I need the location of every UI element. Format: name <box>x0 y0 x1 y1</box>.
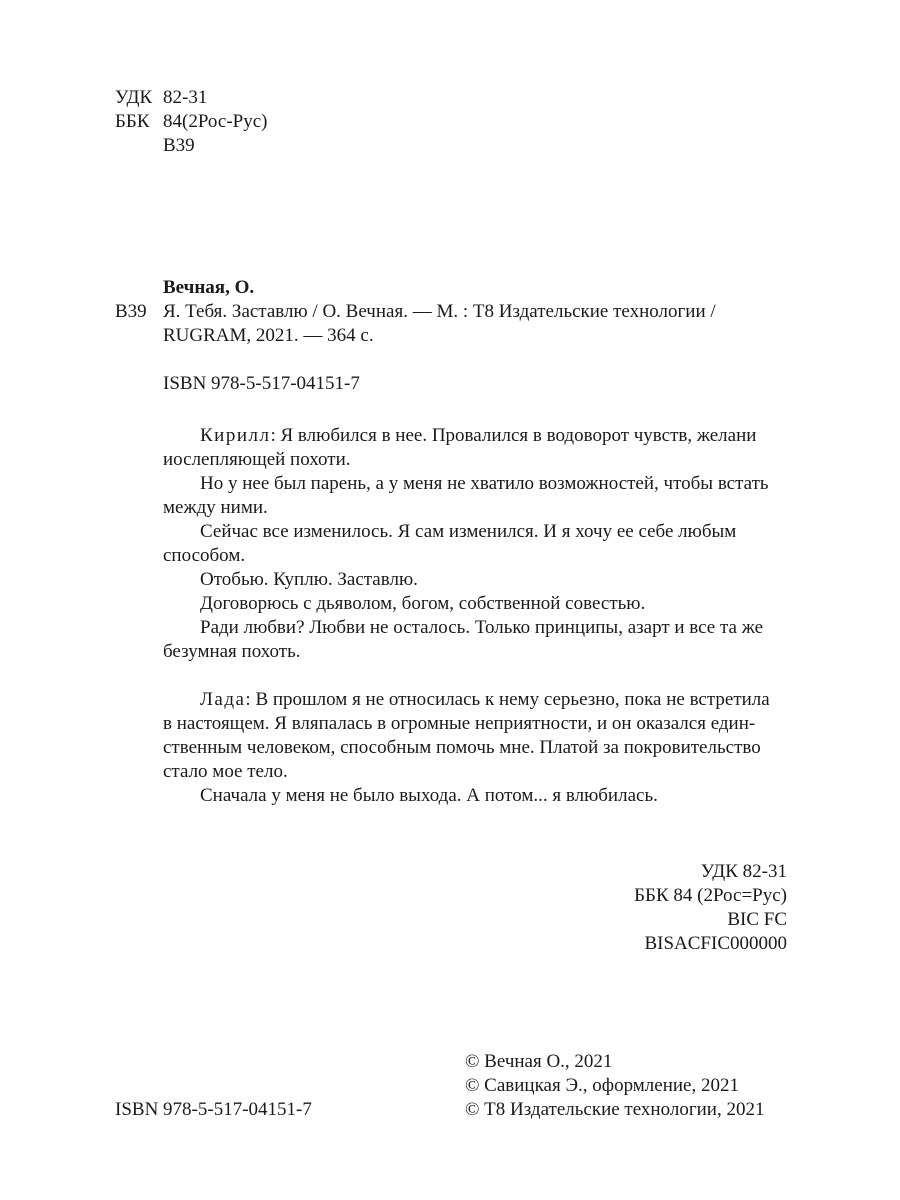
annotation-lada-line-3: ственным человеком, способным помочь мне. Платой за покровительство <box>163 737 761 758</box>
annotation-p6-line-1: Ради любви? Любви не осталось. Только принципы, азарт и все та же <box>200 617 764 638</box>
isbn-bottom: ISBN 978-5-517-04151-7 <box>115 1099 312 1120</box>
udk-label: УДК <box>115 87 153 108</box>
annotation-lada-line-1 <box>200 688 770 712</box>
bibliographic-cutter: В39 <box>115 301 147 322</box>
bbk-code-right: ББК 84 (2Рос=Рус) <box>634 885 787 906</box>
annotation-p4: Отобью. Куплю. Заставлю. <box>200 569 418 590</box>
annotation-lada-line-2: в настоящем. Я вляпалась в огромные неприятности, и он оказался един- <box>163 713 756 734</box>
author-heading: Вечная, О. <box>163 277 255 298</box>
annotation-p3-line-1: Сейчас все изменилось. Я сам изменился. И я хочу ее себе любым <box>200 521 737 542</box>
annotation-p2-line-2: между ними. <box>163 497 268 518</box>
bibliographic-line-1: Я. Тебя. Заставлю / О. Вечная. — М. : Т8 Издательские технологии / <box>163 301 716 322</box>
annotation-kirill-line-2: иослепляющей похоти. <box>163 449 351 470</box>
bbk-label: ББК <box>115 111 150 132</box>
annotation-p5: Договорюсь с дьяволом, богом, собственной совестью. <box>200 593 646 614</box>
bisac-code: BISACFIC000000 <box>644 933 787 954</box>
annotation-p3-line-2: способом. <box>163 545 246 566</box>
cutter-code: В39 <box>163 135 195 156</box>
speaker-kirill: Кирилл <box>200 425 271 446</box>
annotation-p6-line-2: безумная похоть. <box>163 641 301 662</box>
udk-value: 82-31 <box>163 87 208 108</box>
udk-code-right: УДК 82-31 <box>700 861 787 882</box>
copyright-author: © Вечная О., 2021 <box>465 1051 613 1072</box>
copyright-design: © Савицкая Э., оформление, 2021 <box>465 1075 739 1096</box>
annotation-p8: Сначала у меня не было выхода. А потом... я влюбилась. <box>200 785 658 806</box>
bic-code: BIC FC <box>727 909 787 930</box>
annotation-lada-line-4: стало мое тело. <box>163 761 288 782</box>
lada-text: : В прошлом я не относилась к нему серьезно, пока не встретила <box>245 689 770 710</box>
isbn-record: ISBN 978-5-517-04151-7 <box>163 373 360 394</box>
speaker-lada: Лада <box>200 689 246 710</box>
annotation-p2-line-1: Но у нее был парень, а у меня не хватило возможностей, чтобы встать <box>200 473 769 494</box>
kirill-text: : Я влюбился в нее. Провалился в водоворот чувств, желани <box>270 425 757 446</box>
bbk-value: 84(2Рос-Рус) <box>163 111 268 132</box>
bibliographic-line-2: RUGRAM, 2021. — 364 с. <box>163 325 374 346</box>
annotation-kirill-line-1 <box>200 424 756 448</box>
copyright-publisher: © Т8 Издательские технологии, 2021 <box>465 1099 765 1120</box>
